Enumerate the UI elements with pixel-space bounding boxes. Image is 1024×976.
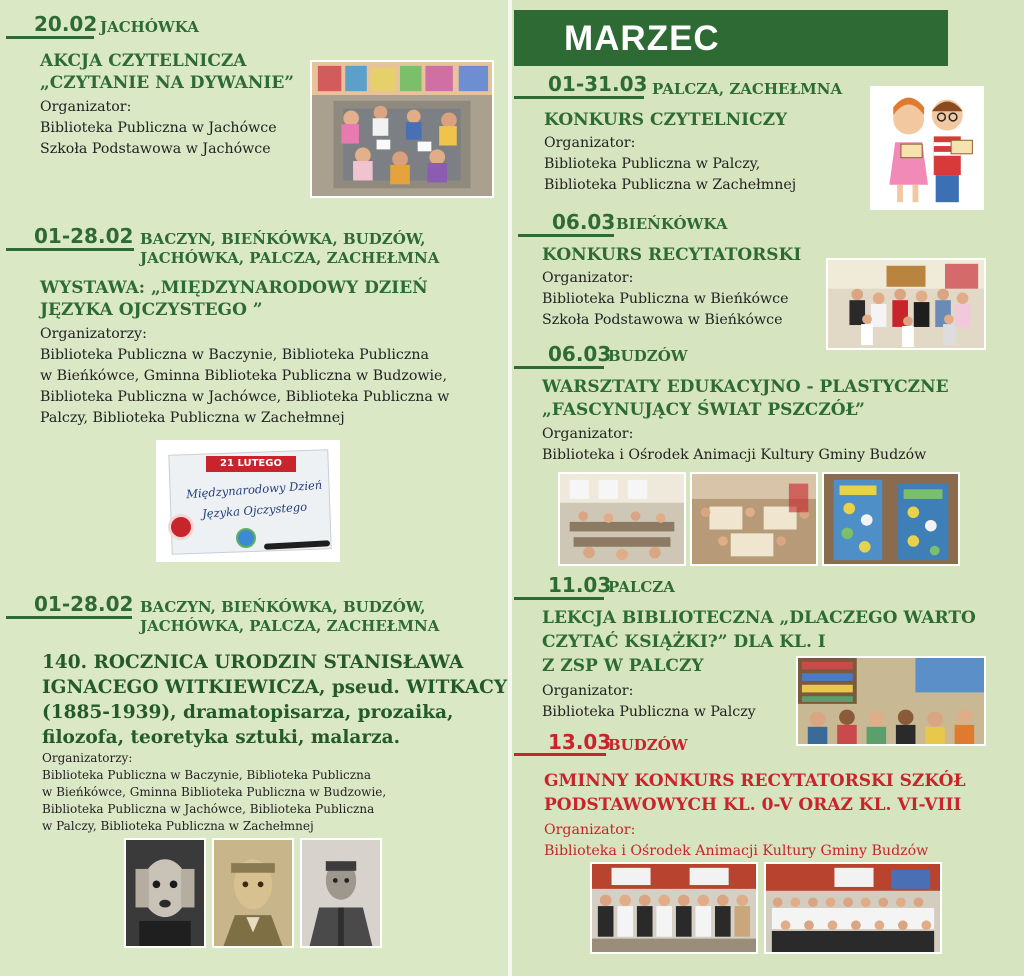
event-date: 06.03: [548, 342, 612, 366]
organizer-line: Biblioteka Publiczna w Bieńkówce: [542, 291, 789, 307]
event-place: BACZYN, BIEŃKÓWKA, BUDZÓW,: [140, 230, 426, 248]
organizer-line: w Bieńkówce, Gminna Biblioteka Publiczna w Budzowie,: [42, 785, 387, 799]
event-title: AKCJA CZYTELNICZA „CZYTANIE NA DYWANIE”: [40, 51, 295, 93]
event-title: Z ZSP W PALCZY: [542, 656, 704, 676]
witkacy-painted-portrait: [212, 838, 294, 948]
event-place: BACZYN, BIEŃKÓWKA, BUDZÓW,: [140, 598, 426, 616]
mother-tongue-day-graphic: [156, 440, 340, 562]
event-title: (1885-1939), dramatopisarza, prozaika,: [42, 702, 454, 723]
organizer-label: Organizator:: [542, 683, 634, 699]
date-underline: [6, 248, 134, 251]
date-underline: [514, 597, 604, 600]
graphic-text-line1: Międzynarodowy Dzień: [185, 477, 323, 502]
event-place: BIEŃKÓWKA: [616, 215, 728, 233]
witkacy-portrait-photo: [124, 838, 206, 948]
event-place: JACHÓWKA: [100, 18, 199, 36]
event-place: JACHÓWKA, PALCZA, ZACHEŁMNA: [140, 249, 440, 267]
organizer-line: Biblioteka Publiczna w Jachówce, Biblioteka Publiczna: [42, 802, 375, 816]
organizer-line: Szkoła Podstawowa w Jachówce: [40, 141, 271, 157]
event-date: 01-28.02: [34, 592, 134, 616]
event-title: GMINNY KONKURS RECYTATORSKI SZKÓŁ: [544, 771, 966, 791]
event-date: 11.03: [548, 573, 612, 597]
organizer-label: Organizator:: [544, 135, 636, 151]
column-divider: [508, 0, 512, 976]
date-underline: [518, 234, 614, 237]
classroom-workshop-photo: [558, 472, 686, 566]
organizer-label: Organizator:: [542, 270, 634, 286]
organizer-line: w Bieńkówce, Gminna Biblioteka Publiczna w Budzowie,: [40, 368, 447, 384]
organizer-line: Biblioteka i Ośrodek Animacji Kultury Gminy Budzów: [542, 447, 927, 463]
organizer-line: Palczy, Biblioteka Publiczna w Zachełmnej: [40, 410, 345, 426]
event-title: KONKURS CZYTELNICZY: [544, 110, 788, 130]
event-title: WARSZTATY EDUKACYJNO - PLASTYCZNE: [542, 377, 949, 397]
date-underline: [514, 96, 644, 99]
event-title: PODSTAWOWYCH KL. 0-V ORAZ KL. VI-VIII: [544, 795, 962, 815]
event-title: KONKURS RECYTATORSKI: [542, 245, 802, 265]
organizer-line: w Palczy, Biblioteka Publiczna w Zachełmnej: [42, 819, 314, 833]
date-ribbon: 21 LUTEGO: [206, 456, 296, 472]
event-title: „FASCYNUJĄCY ŚWIAT PSZCZÓŁ”: [542, 400, 865, 420]
organizer-line: Biblioteka Publiczna w Baczynie, Biblioteka Publiczna: [42, 768, 371, 782]
organizer-line: Szkoła Podstawowa w Bieńkówce: [542, 312, 783, 328]
organizer-line: Biblioteka Publiczna w Zachełmnej: [544, 177, 797, 193]
rosette-icon: [168, 514, 194, 540]
reading-kids-cartoon: [870, 86, 984, 210]
event-title: LEKCJA BIBLIOTECZNA „DLACZEGO WARTO: [542, 608, 976, 628]
organizer-line: Biblioteka Publiczna w Jachówce, Biblioteka Publiczna w: [40, 389, 450, 405]
graphic-text-line2: Języka Ojczystego: [201, 499, 308, 521]
event-place: PALCZA: [608, 578, 675, 596]
contest-participants-photo-1: [590, 862, 758, 954]
event-place: BUDZÓW: [608, 347, 688, 365]
organizer-line: Biblioteka Publiczna w Baczynie, Biblioteka Publiczna: [40, 347, 429, 363]
date-underline: [6, 616, 132, 619]
organizer-line: Biblioteka Publiczna w Jachówce: [40, 120, 277, 136]
organizer-label: Organizatorzy:: [40, 326, 147, 342]
event-date: 20.02: [34, 12, 98, 36]
organizer-line: Biblioteka i Ośrodek Animacji Kultury Gminy Budzów: [544, 843, 929, 859]
bee-artwork-boxes-photo: [822, 472, 960, 566]
event-title: CZYTAĆ KSIĄŻKI?” DLA KL. I: [542, 632, 826, 652]
event-date: 01-31.03: [548, 72, 648, 96]
event-date: 01-28.02: [34, 224, 134, 248]
event-title: 140. ROCZNICA URODZIN STANISŁAWA: [42, 652, 464, 673]
month-header: [514, 10, 948, 66]
contest-participants-photo-2: [764, 862, 942, 954]
globe-icon: [236, 528, 256, 548]
month-title: MARZEC: [564, 19, 720, 58]
library-lesson-photo: [796, 656, 986, 746]
witkacy-uniform-photo: [300, 838, 382, 948]
event-date: 06.03: [552, 210, 616, 234]
organizer-label: Organizator:: [544, 822, 636, 838]
event-title: IGNACEGO WITKIEWICZA, pseud. WITKACY: [42, 677, 508, 698]
children-reading-on-carpet-photo: [310, 60, 494, 198]
event-date: 13.03: [548, 730, 612, 754]
event-place: BUDZÓW: [608, 736, 688, 754]
event-place: PALCZA, ZACHEŁMNA: [652, 80, 843, 98]
organizer-label: Organizatorzy:: [42, 751, 133, 765]
recitation-group-photo: [826, 258, 986, 350]
event-title: JĘZYKA OJCZYSTEGO ”: [40, 300, 263, 320]
date-underline: [6, 36, 94, 39]
workshop-tables-photo: [690, 472, 818, 566]
organizer-label: Organizator:: [40, 99, 132, 115]
event-title: filozofa, teoretyka sztuki, malarza.: [42, 727, 401, 748]
event-place: JACHÓWKA, PALCZA, ZACHEŁMNA: [140, 617, 440, 635]
organizer-line: Biblioteka Publiczna w Palczy: [542, 704, 756, 720]
date-underline: [514, 366, 604, 369]
organizer-label: Organizator:: [542, 426, 634, 442]
organizer-line: Biblioteka Publiczna w Palczy,: [544, 156, 761, 172]
event-title: WYSTAWA: „MIĘDZYNARODOWY DZIEŃ: [40, 278, 428, 298]
